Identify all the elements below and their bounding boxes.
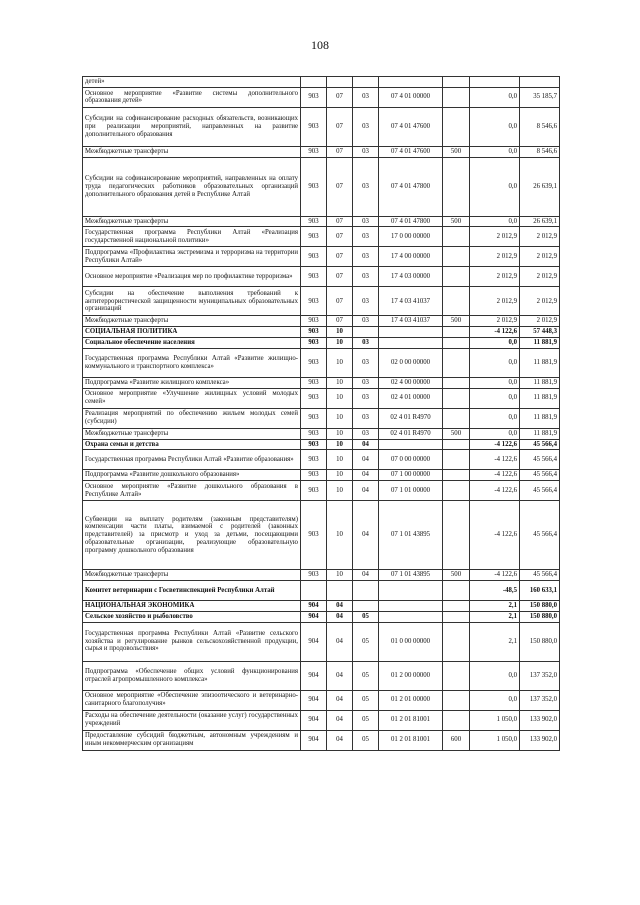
- change-amount: -4 122,6: [470, 439, 520, 450]
- subsection-code: [353, 327, 379, 338]
- target-article-code: 17 0 00 00000: [379, 227, 443, 247]
- expense-type-code: [443, 600, 470, 611]
- change-amount: -4 122,6: [470, 470, 520, 481]
- expense-type-code: [443, 580, 470, 600]
- page-number: 108: [311, 38, 329, 52]
- subsection-code: 03: [353, 388, 379, 408]
- section-code: 07: [327, 287, 353, 316]
- row-name: Межбюджетные трансферты: [83, 216, 301, 227]
- total-amount: 45 566,4: [520, 570, 560, 581]
- total-amount: 11 881,9: [520, 348, 560, 377]
- target-article-code: 17 4 03 41037: [379, 287, 443, 316]
- row-name: Подпрограмма «Профилактика экстремизма и терроризма на территории Республики Алтай»: [83, 247, 301, 267]
- target-article-code: 17 4 00 00000: [379, 247, 443, 267]
- target-article-code: 07 1 01 00000: [379, 481, 443, 501]
- subsection-code: 05: [353, 622, 379, 661]
- section-code: 10: [327, 450, 353, 470]
- section-code: 07: [327, 107, 353, 146]
- grbs-code: 903: [301, 87, 327, 107]
- target-article-code: 02 0 00 00000: [379, 348, 443, 377]
- table-row: [83, 287, 560, 316]
- table-row: [83, 450, 560, 470]
- subsection-code: 05: [353, 690, 379, 710]
- total-amount: 137 352,0: [520, 690, 560, 710]
- section-code: 10: [327, 439, 353, 450]
- table-row: [83, 481, 560, 501]
- change-amount: -4 122,6: [470, 450, 520, 470]
- change-amount: 0,0: [470, 107, 520, 146]
- subsection-code: [353, 600, 379, 611]
- subsection-code: 05: [353, 611, 379, 622]
- row-name: Государственная программа Республики Алтай «Развитие сельского хозяйства и регулирование рынков сельскохозяйственной продукции, сырья и продовольствия»: [83, 622, 301, 661]
- grbs-code: 904: [301, 661, 327, 690]
- subsection-code: 03: [353, 287, 379, 316]
- total-amount: 137 352,0: [520, 661, 560, 690]
- grbs-code: 903: [301, 157, 327, 216]
- subsection-code: 03: [353, 408, 379, 428]
- grbs-code: 903: [301, 316, 327, 327]
- table-row: [83, 580, 560, 600]
- subsection-code: [353, 580, 379, 600]
- row-name: Подпрограмма «Обеспечение общих условий функционирования отраслей агропромышленного комплекса»: [83, 661, 301, 690]
- target-article-code: 07 1 00 00000: [379, 470, 443, 481]
- target-article-code: 01 2 01 00000: [379, 690, 443, 710]
- target-article-code: 07 4 01 47600: [379, 146, 443, 157]
- grbs-code: 903: [301, 470, 327, 481]
- grbs-code: 903: [301, 107, 327, 146]
- change-amount: 0,0: [470, 157, 520, 216]
- expense-type-code: [443, 439, 470, 450]
- grbs-code: 904: [301, 622, 327, 661]
- target-article-code: [379, 327, 443, 338]
- row-name: Основное мероприятие «Реализация мер по профилактике терроризма»: [83, 267, 301, 287]
- expense-type-code: [443, 107, 470, 146]
- change-amount: -4 122,6: [470, 327, 520, 338]
- total-amount: 2 012,9: [520, 287, 560, 316]
- table-row: [83, 408, 560, 428]
- expense-type-code: 500: [443, 146, 470, 157]
- expense-type-code: [443, 327, 470, 338]
- table-row: [83, 661, 560, 690]
- table-row: [83, 388, 560, 408]
- table-row: [83, 146, 560, 157]
- row-name: Межбюджетные трансферты: [83, 428, 301, 439]
- expense-type-code: [443, 450, 470, 470]
- grbs-code: 903: [301, 348, 327, 377]
- subsection-code: 03: [353, 267, 379, 287]
- target-article-code: [379, 439, 443, 450]
- expense-type-code: 500: [443, 428, 470, 439]
- section-code: 07: [327, 316, 353, 327]
- subsection-code: 03: [353, 377, 379, 388]
- total-amount: 2 012,9: [520, 316, 560, 327]
- subsection-code: 03: [353, 428, 379, 439]
- expense-type-code: [443, 247, 470, 267]
- target-article-code: 01 2 00 00000: [379, 661, 443, 690]
- table-row: [83, 157, 560, 216]
- table-row: [83, 611, 560, 622]
- section-code: 07: [327, 227, 353, 247]
- expense-type-code: 500: [443, 316, 470, 327]
- change-amount: 0,0: [470, 338, 520, 349]
- total-amount: 45 566,4: [520, 439, 560, 450]
- expense-type-code: [443, 348, 470, 377]
- expense-type-code: [443, 501, 470, 570]
- row-name: СОЦИАЛЬНАЯ ПОЛИТИКА: [83, 327, 301, 338]
- row-name: Основное мероприятие «Обеспечение эпизоотического и ветеринарно-санитарного благополучия»: [83, 690, 301, 710]
- target-article-code: 02 4 01 R4970: [379, 428, 443, 439]
- expense-type-code: [443, 338, 470, 349]
- change-amount: -48,5: [470, 580, 520, 600]
- table-row: [83, 439, 560, 450]
- section-code: [327, 580, 353, 600]
- change-amount: 2 012,9: [470, 267, 520, 287]
- row-name: Предоставление субсидий бюджетным, автономным учреждениям и иным некоммерческим организациям: [83, 730, 301, 750]
- section-code: 10: [327, 481, 353, 501]
- subsection-code: 04: [353, 439, 379, 450]
- expense-type-code: [443, 710, 470, 730]
- table-row: [83, 501, 560, 570]
- row-name: детей»: [83, 77, 301, 88]
- subsection-code: 03: [353, 316, 379, 327]
- target-article-code: 01 0 00 00000: [379, 622, 443, 661]
- target-article-code: 07 4 01 47800: [379, 216, 443, 227]
- row-name: Субсидии на софинансирование расходных обязательств, возникающих при реализации мероприятий, направленных на развитие дополнительного образования: [83, 107, 301, 146]
- change-amount: 1 050,0: [470, 710, 520, 730]
- section-code: 10: [327, 470, 353, 481]
- change-amount: 1 050,0: [470, 730, 520, 750]
- expense-type-code: [443, 690, 470, 710]
- section-code: 07: [327, 267, 353, 287]
- table-row: [83, 107, 560, 146]
- total-amount: 11 881,9: [520, 377, 560, 388]
- section-code: 04: [327, 710, 353, 730]
- total-amount: 160 633,1: [520, 580, 560, 600]
- total-amount: 133 902,0: [520, 730, 560, 750]
- section-code: 10: [327, 408, 353, 428]
- grbs-code: 904: [301, 710, 327, 730]
- change-amount: 2 012,9: [470, 227, 520, 247]
- grbs-code: 903: [301, 377, 327, 388]
- subsection-code: 04: [353, 501, 379, 570]
- expense-type-code: [443, 622, 470, 661]
- expense-type-code: [443, 377, 470, 388]
- grbs-code: 904: [301, 730, 327, 750]
- row-name: Государственная программа Республики Алтай «Развитие образования»: [83, 450, 301, 470]
- row-name: Межбюджетные трансферты: [83, 570, 301, 581]
- budget-table: [82, 76, 560, 751]
- section-code: 10: [327, 338, 353, 349]
- subsection-code: 04: [353, 481, 379, 501]
- grbs-code: [301, 77, 327, 88]
- grbs-code: 904: [301, 600, 327, 611]
- subsection-code: 03: [353, 107, 379, 146]
- expense-type-code: [443, 611, 470, 622]
- total-amount: 45 566,4: [520, 470, 560, 481]
- grbs-code: 903: [301, 408, 327, 428]
- table-row: [83, 316, 560, 327]
- expense-type-code: 500: [443, 216, 470, 227]
- grbs-code: 903: [301, 501, 327, 570]
- expense-type-code: 600: [443, 730, 470, 750]
- row-name: Государственная программа Республики Алтай «Реализация государственной национальной политики»: [83, 227, 301, 247]
- table-row: [83, 327, 560, 338]
- table-row: [83, 348, 560, 377]
- section-code: 04: [327, 690, 353, 710]
- section-code: 04: [327, 611, 353, 622]
- total-amount: 11 881,9: [520, 408, 560, 428]
- row-name: Сельское хозяйство и рыболовство: [83, 611, 301, 622]
- change-amount: 0,0: [470, 661, 520, 690]
- table-row: [83, 622, 560, 661]
- table-row: [83, 216, 560, 227]
- row-name: Комитет ветеринарии с Госветинспекцией Республики Алтай: [83, 580, 301, 600]
- change-amount: 0,0: [470, 690, 520, 710]
- subsection-code: 05: [353, 710, 379, 730]
- table-row: [83, 428, 560, 439]
- subsection-code: 05: [353, 730, 379, 750]
- grbs-code: 903: [301, 216, 327, 227]
- row-name: Межбюджетные трансферты: [83, 146, 301, 157]
- total-amount: 45 566,4: [520, 450, 560, 470]
- grbs-code: 903: [301, 388, 327, 408]
- section-code: 10: [327, 388, 353, 408]
- grbs-code: 903: [301, 227, 327, 247]
- row-name: Подпрограмма «Развитие дошкольного образования»: [83, 470, 301, 481]
- expense-type-code: [443, 87, 470, 107]
- total-amount: [520, 77, 560, 88]
- total-amount: 8 546,6: [520, 146, 560, 157]
- grbs-code: 903: [301, 287, 327, 316]
- table-row: [83, 470, 560, 481]
- expense-type-code: [443, 661, 470, 690]
- expense-type-code: [443, 481, 470, 501]
- grbs-code: 903: [301, 428, 327, 439]
- expense-type-code: [443, 157, 470, 216]
- target-article-code: 07 4 01 47600: [379, 107, 443, 146]
- change-amount: -4 122,6: [470, 501, 520, 570]
- total-amount: 35 185,7: [520, 87, 560, 107]
- change-amount: 0,0: [470, 428, 520, 439]
- expense-type-code: 500: [443, 570, 470, 581]
- row-name: Субсидии на обеспечение выполнения требований к антитеррористической защищенности муниципальных образовательных организаций: [83, 287, 301, 316]
- section-code: 10: [327, 428, 353, 439]
- subsection-code: 03: [353, 227, 379, 247]
- target-article-code: 02 4 00 00000: [379, 377, 443, 388]
- table-row: [83, 710, 560, 730]
- change-amount: 0,0: [470, 348, 520, 377]
- target-article-code: [379, 338, 443, 349]
- grbs-code: 903: [301, 338, 327, 349]
- total-amount: 150 880,0: [520, 600, 560, 611]
- subsection-code: 03: [353, 146, 379, 157]
- target-article-code: 01 2 01 81001: [379, 730, 443, 750]
- row-name: Основное мероприятие «Развитие системы дополнительного образования детей»: [83, 87, 301, 107]
- change-amount: 0,0: [470, 146, 520, 157]
- section-code: 07: [327, 247, 353, 267]
- subsection-code: [353, 77, 379, 88]
- total-amount: 150 880,0: [520, 611, 560, 622]
- table-row: [83, 730, 560, 750]
- section-code: 10: [327, 501, 353, 570]
- target-article-code: 07 4 01 00000: [379, 87, 443, 107]
- row-name: Основное мероприятие «Развитие дошкольного образования в Республике Алтай»: [83, 481, 301, 501]
- section-code: 10: [327, 377, 353, 388]
- target-article-code: 01 2 01 81001: [379, 710, 443, 730]
- change-amount: 2,1: [470, 611, 520, 622]
- change-amount: 2,1: [470, 600, 520, 611]
- subsection-code: 03: [353, 157, 379, 216]
- grbs-code: 903: [301, 481, 327, 501]
- grbs-code: [301, 580, 327, 600]
- grbs-code: 904: [301, 690, 327, 710]
- subsection-code: 03: [353, 348, 379, 377]
- subsection-code: 04: [353, 450, 379, 470]
- subsection-code: 04: [353, 570, 379, 581]
- table-row: [83, 570, 560, 581]
- subsection-code: 03: [353, 216, 379, 227]
- target-article-code: 17 4 03 41037: [379, 316, 443, 327]
- section-code: 07: [327, 216, 353, 227]
- table-row: [83, 377, 560, 388]
- section-code: 07: [327, 87, 353, 107]
- total-amount: 11 881,9: [520, 428, 560, 439]
- total-amount: 2 012,9: [520, 227, 560, 247]
- expense-type-code: [443, 287, 470, 316]
- change-amount: 0,0: [470, 87, 520, 107]
- change-amount: 2 012,9: [470, 287, 520, 316]
- change-amount: -4 122,6: [470, 570, 520, 581]
- table-row: [83, 87, 560, 107]
- subsection-code: 03: [353, 338, 379, 349]
- target-article-code: 07 0 00 00000: [379, 450, 443, 470]
- total-amount: 45 566,4: [520, 501, 560, 570]
- row-name: Подпрограмма «Развитие жилищного комплекса»: [83, 377, 301, 388]
- section-code: 07: [327, 157, 353, 216]
- section-code: 04: [327, 622, 353, 661]
- change-amount: 0,0: [470, 216, 520, 227]
- table-row: [83, 600, 560, 611]
- expense-type-code: [443, 227, 470, 247]
- row-name: Государственная программа Республики Алтай «Развитие жилищно-коммунального и транспортного комплекса»: [83, 348, 301, 377]
- section-code: 07: [327, 146, 353, 157]
- target-article-code: [379, 600, 443, 611]
- grbs-code: 903: [301, 146, 327, 157]
- section-code: 04: [327, 661, 353, 690]
- row-name: НАЦИОНАЛЬНАЯ ЭКОНОМИКА: [83, 600, 301, 611]
- expense-type-code: [443, 77, 470, 88]
- change-amount: 2,1: [470, 622, 520, 661]
- expense-type-code: [443, 408, 470, 428]
- row-name: Расходы на обеспечение деятельности (оказание услуг) государственных учреждений: [83, 710, 301, 730]
- row-name: Основное мероприятие «Улучшение жилищных условий молодых семей»: [83, 388, 301, 408]
- target-article-code: 07 4 01 47800: [379, 157, 443, 216]
- row-name: Охрана семьи и детства: [83, 439, 301, 450]
- grbs-code: 903: [301, 267, 327, 287]
- total-amount: 45 566,4: [520, 481, 560, 501]
- subsection-code: 05: [353, 661, 379, 690]
- expense-type-code: [443, 470, 470, 481]
- row-name: Субвенции на выплату родителям (законным представителям) компенсации части платы, взимаемой с родителей (законных представителей) за присмотр и уход за детьми, посещающими образовательные организации, реализующие образовательную программу дошкольного образования: [83, 501, 301, 570]
- total-amount: 8 546,6: [520, 107, 560, 146]
- total-amount: 26 639,1: [520, 157, 560, 216]
- row-name: Социальное обеспечение населения: [83, 338, 301, 349]
- target-article-code: 02 4 01 R4970: [379, 408, 443, 428]
- section-code: 04: [327, 600, 353, 611]
- row-name: Реализация мероприятий по обеспечению жильем молодых семей (субсидии): [83, 408, 301, 428]
- table-row: [83, 247, 560, 267]
- target-article-code: 07 1 01 43895: [379, 501, 443, 570]
- total-amount: 2 012,9: [520, 267, 560, 287]
- table-row: [83, 338, 560, 349]
- grbs-code: 903: [301, 439, 327, 450]
- total-amount: 150 880,0: [520, 622, 560, 661]
- change-amount: -4 122,6: [470, 481, 520, 501]
- row-name: Субсидии на софинансирование мероприятий, направленных на оплату труда педагогических работников образовательных организаций дополнительного образования детей в Республике Алтай: [83, 157, 301, 216]
- total-amount: 26 639,1: [520, 216, 560, 227]
- change-amount: 0,0: [470, 377, 520, 388]
- target-article-code: 17 4 03 00000: [379, 267, 443, 287]
- target-article-code: 02 4 01 00000: [379, 388, 443, 408]
- change-amount: 2 012,9: [470, 247, 520, 267]
- section-code: 10: [327, 348, 353, 377]
- target-article-code: 07 1 01 43895: [379, 570, 443, 581]
- subsection-code: 04: [353, 470, 379, 481]
- target-article-code: [379, 611, 443, 622]
- section-code: 10: [327, 327, 353, 338]
- subsection-code: 03: [353, 87, 379, 107]
- grbs-code: 903: [301, 247, 327, 267]
- grbs-code: 903: [301, 327, 327, 338]
- target-article-code: [379, 580, 443, 600]
- row-name: Межбюджетные трансферты: [83, 316, 301, 327]
- section-code: 04: [327, 730, 353, 750]
- change-amount: [470, 77, 520, 88]
- total-amount: 2 012,9: [520, 247, 560, 267]
- grbs-code: 903: [301, 450, 327, 470]
- target-article-code: [379, 77, 443, 88]
- table-row: [83, 267, 560, 287]
- grbs-code: 904: [301, 611, 327, 622]
- change-amount: 2 012,9: [470, 316, 520, 327]
- total-amount: 57 448,3: [520, 327, 560, 338]
- table-row: [83, 77, 560, 88]
- subsection-code: 03: [353, 247, 379, 267]
- grbs-code: 903: [301, 570, 327, 581]
- section-code: 10: [327, 570, 353, 581]
- change-amount: 0,0: [470, 388, 520, 408]
- table-row: [83, 227, 560, 247]
- total-amount: 11 881,9: [520, 338, 560, 349]
- expense-type-code: [443, 388, 470, 408]
- expense-type-code: [443, 267, 470, 287]
- total-amount: 11 881,9: [520, 388, 560, 408]
- section-code: [327, 77, 353, 88]
- table-row: [83, 690, 560, 710]
- total-amount: 133 902,0: [520, 710, 560, 730]
- change-amount: 0,0: [470, 408, 520, 428]
